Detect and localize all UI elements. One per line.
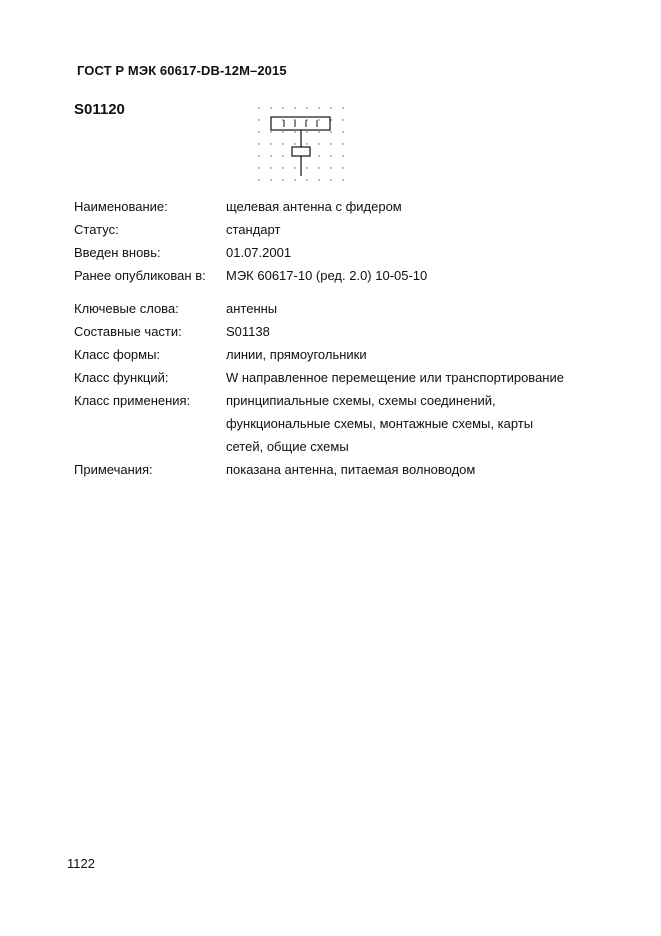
grid-dot <box>282 131 283 132</box>
attribute-row <box>74 297 586 320</box>
attribute-row <box>74 389 586 412</box>
grid-dot <box>294 179 295 180</box>
grid-dot <box>318 131 319 132</box>
symbol-drawing <box>255 104 345 190</box>
grid-dot <box>294 143 295 144</box>
grid-dot <box>330 107 331 108</box>
attribute-label: Класс функций: <box>74 370 169 385</box>
attribute-value: 01.07.2001 <box>226 245 292 260</box>
attribute-label: Ключевые слова: <box>74 301 179 316</box>
grid-dot <box>258 179 259 180</box>
grid-dot <box>258 155 259 156</box>
grid-dot <box>342 167 343 168</box>
grid-dot <box>342 179 343 180</box>
attribute-row <box>74 458 586 481</box>
grid-dot <box>270 131 271 132</box>
attribute-value: функциональные схемы, монтажные схемы, карты <box>226 416 534 431</box>
attribute-label: Примечания: <box>74 462 153 477</box>
grid-dot <box>318 107 319 108</box>
grid-dot <box>306 131 307 132</box>
grid-dot <box>306 167 307 168</box>
grid-dot <box>294 131 295 132</box>
grid-dot <box>282 179 283 180</box>
attribute-label <box>74 412 226 435</box>
grid-dot <box>270 179 271 180</box>
attribute-row <box>74 195 586 218</box>
grid-dot <box>330 167 331 168</box>
attribute-label: Введен вновь: <box>74 245 161 260</box>
attribute-row <box>74 366 586 389</box>
attribute-row <box>74 412 586 435</box>
attribute-row <box>74 320 586 343</box>
grid-dot <box>342 119 343 120</box>
grid-dot <box>330 131 331 132</box>
grid-dot <box>342 155 343 156</box>
grid-dot <box>318 143 319 144</box>
grid-dot <box>318 155 319 156</box>
grid-dot <box>270 143 271 144</box>
attribute-row <box>74 218 586 241</box>
grid-dot <box>318 167 319 168</box>
attribute-label: Класс формы: <box>74 347 161 362</box>
document-header: ГОСТ Р МЭК 60617-DB-12M–2015 <box>77 63 287 78</box>
grid-dot <box>270 107 271 108</box>
attribute-row <box>74 241 586 264</box>
grid-dot <box>294 167 295 168</box>
attribute-label: Класс применения: <box>74 393 191 408</box>
attribute-value: показана антенна, питаемая волноводом <box>226 462 476 477</box>
grid-dot <box>294 107 295 108</box>
attribute-group-secondary <box>74 297 586 481</box>
grid-dot <box>258 107 259 108</box>
attribute-table <box>74 195 586 481</box>
grid-dot <box>318 179 319 180</box>
attribute-label: Наименование: <box>74 199 168 214</box>
grid-dot <box>282 155 283 156</box>
grid-dot <box>306 119 307 120</box>
attribute-value: стандарт <box>226 222 281 237</box>
grid-dot <box>318 119 319 120</box>
grid-dot <box>270 155 271 156</box>
page-number: 1122 <box>67 856 95 871</box>
grid-dot <box>270 167 271 168</box>
grid-dot <box>282 167 283 168</box>
grid-dot <box>342 107 343 108</box>
attribute-value: S01138 <box>226 324 270 339</box>
grid-dot <box>258 131 259 132</box>
attribute-value: сетей, общие схемы <box>226 439 349 454</box>
attribute-row <box>74 435 586 458</box>
attribute-row <box>74 264 586 287</box>
attribute-value: принципиальные схемы, схемы соединений, <box>226 393 496 408</box>
grid-dot <box>342 131 343 132</box>
slot-antenna-with-feeder-icon <box>255 104 345 195</box>
grid-dot <box>330 143 331 144</box>
attribute-label: Статус: <box>74 222 119 237</box>
grid-dot <box>282 107 283 108</box>
grid-dot <box>282 143 283 144</box>
symbol-code: S01120 <box>74 101 125 118</box>
grid-dot <box>258 119 259 120</box>
attribute-value: МЭК 60617-10 (ред. 2.0) 10-05-10 <box>226 268 428 283</box>
grid-dot <box>282 119 283 120</box>
grid-dot <box>258 167 259 168</box>
grid-dot <box>330 155 331 156</box>
attribute-group-primary <box>74 195 586 287</box>
attribute-value: щелевая антенна с фидером <box>226 199 402 214</box>
attribute-label: Ранее опубликован в: <box>74 268 206 283</box>
attribute-value: линии, прямоугольники <box>226 347 367 362</box>
grid-dot <box>306 107 307 108</box>
grid-dot <box>330 179 331 180</box>
attribute-row <box>74 343 586 366</box>
grid-dot <box>342 143 343 144</box>
grid-dot <box>306 179 307 180</box>
attribute-value: W направленное перемещение или транспортирование <box>226 370 564 385</box>
attribute-value: антенны <box>226 301 278 316</box>
grid-dot <box>258 143 259 144</box>
attribute-label <box>74 435 226 458</box>
grid-dot <box>306 143 307 144</box>
attribute-label: Составные части: <box>74 324 182 339</box>
